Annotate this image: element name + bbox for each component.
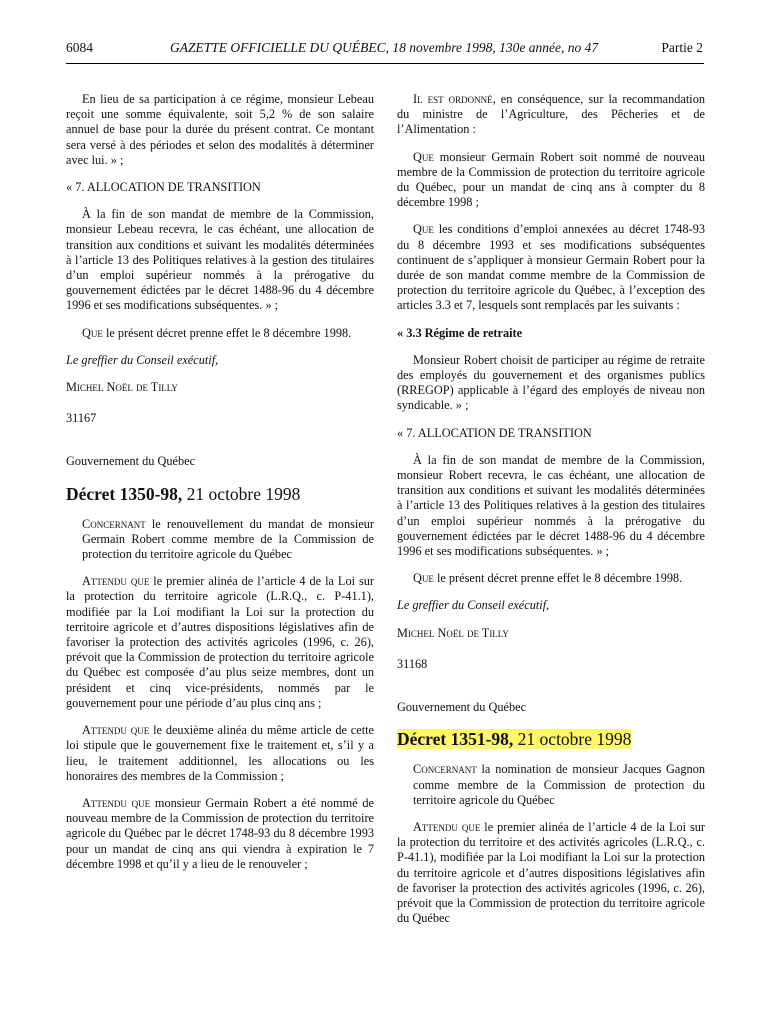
paragraph-allocation: À la fin de son mandat de membre de la Commission, monsieur Robert recevra, le cas échéant, une allocation de transition aux conditions et suivant les modalités déterminées à l’article 13 des Politiques relatives à la gestion des titulaires d’un emploi supérieur nommés à la prérogative du gouvernement édictées par le décret 1488-96 du 4 décembre 1996 et ses modifications subséquentes. » ; (397, 452, 705, 559)
attendu-2 (66, 723, 374, 784)
paragraph-effect (397, 571, 705, 586)
header-rule (66, 63, 704, 64)
government-label: Gouvernement du Québec (397, 700, 527, 715)
concerning-text (66, 517, 374, 563)
que-smallcaps: Que (413, 222, 434, 237)
section-heading-retraite: « 3.3 Régime de retraite (397, 325, 523, 340)
attendu-smallcaps: Attendu que (82, 723, 150, 738)
decree-number: Décret 1351-98, (397, 729, 514, 750)
attendu-2-body: le deuxième alinéa du même article de cette loi stipule que le gouvernement fixe le traitement et, s’il y a lieu, le traitement additionnel, les allocations ou les honoraires des membres de la Commission ; (66, 723, 374, 783)
que-smallcaps: Que (413, 571, 434, 586)
left-column (66, 92, 374, 884)
decree-highlight (397, 729, 631, 749)
concerning-body: le renouvellement du mandat de monsieur Germain Robert comme membre de la Commission de protection du territoire agricole du Québec (82, 516, 374, 562)
attendu-1 (397, 820, 705, 926)
decree-title (66, 484, 374, 505)
paragraph-participation: En lieu de sa participation à ce régime, monsieur Lebeau reçoit une somme équivalente, soit 5,2 % de son salaire annuel de base pour la durée du présent contrat. Ce montant sera versé à des périodes et selon des modalités à déterminer avec lui. » ; (66, 92, 374, 167)
right-column (397, 92, 705, 938)
decree-number: Décret 1350-98, (66, 483, 183, 504)
que-smallcaps: Que (82, 325, 103, 340)
reference-number: 31168 (397, 656, 428, 671)
effect-text: le présent décret prenne effet le 8 décembre 1998. (102, 325, 352, 340)
reference-number: 31167 (66, 411, 97, 426)
paragraph-allocation: À la fin de son mandat de membre de la Commission, monsieur Lebeau recevra, le cas échéant, une allocation de transition aux conditions et suivant les modalités déterminées à l’article 13 des Politiques relatives à la gestion des titulaires d’un emploi supérieur nommés à la prérogative du gouvernement édictées par le décret 1488-96 du 4 décembre 1996 et ses modifications subséquentes. » ; (66, 207, 374, 313)
ordonne-smallcaps: Il est ordonné (413, 92, 493, 106)
paragraph-rregop: Monsieur Robert choisit de participer au régime de retraite des employés du gouvernement et des organismes publics (RREGOP) applicable à l’égard des employés de niveau non syndicable. » ; (397, 352, 705, 413)
attendu-3 (66, 796, 374, 872)
attendu-3-body: monsieur Germain Robert a été nommé de nouveau membre de la Commission de protection du territoire agricole du Québec par le décret 1748-93 du 8 décembre 1993 pour un mandat de cinq ans qui viendra à expiration le 7 décembre 1998 et qu’il y a lieu de le renouveler ; (66, 795, 374, 871)
part-label: Partie 2 (661, 40, 703, 55)
concerning-body: la nomination de monsieur Jacques Gagnon comme membre de la Commission de protection du territoire agricole du Québec (413, 762, 705, 807)
ordonne-body: , en conséquence, sur la recommandation du ministre de l’Agriculture, des Pêcheries et de l’Alimentation : (397, 92, 705, 137)
section-heading-transition: « 7. ALLOCATION DE TRANSITION (66, 180, 261, 195)
attendu-1-body: le premier alinéa de l’article 4 de la Loi sur la protection du territoire agricole (L.R.Q., c. P-41.1), modifiée par la Loi modifiant la Loi sur la protection du territoire agricole et d’autres dispositions législatives afin de favoriser la protection des activités agricoles (1996, c. 26), prévoit que la Commission de protection du territoire agricole du Québec est composée d’au plus seize membres, dont un président et cinq vice-présidents, nommés par le gouvernement pour une période d’au plus cinq ans ; (66, 574, 374, 710)
effect-text: le présent décret prenne effet le 8 décembre 1998. (433, 571, 683, 586)
gazette-title: GAZETTE OFFICIELLE DU QUÉBEC, 18 novembre 1998, 130e année, no 47 (170, 40, 599, 55)
concerning-text (397, 762, 705, 808)
decree-date: 21 octobre 1998 (182, 483, 301, 504)
decree-title (397, 729, 705, 750)
greffier-title: Le greffier du Conseil exécutif, (66, 352, 219, 367)
greffier-title: Le greffier du Conseil exécutif, (397, 598, 550, 613)
que-smallcaps: Que (413, 149, 434, 164)
attendu-1-body: le premier alinéa de l’article 4 de la Loi sur la protection du territoire et des activités agricoles (L.R.Q., c. P-41.1), modifiée par la Loi modifiant la Loi sur la protection du territoire agricole et d’autres dispositions législatives afin de favoriser la protection des activités agricoles (1996, c. 26), prévoit que la Commission de protection du territoire agricole du Québec (397, 819, 705, 926)
paragraph-ordonne (397, 92, 705, 138)
paragraph-effect (66, 326, 374, 341)
concernant-smallcaps: Concernant (82, 516, 146, 531)
signature: Michel Noël de Tilly (66, 380, 178, 395)
page-header (66, 40, 703, 62)
paragraph-conditions (397, 222, 705, 313)
page-number: 6084 (66, 40, 93, 55)
government-label: Gouvernement du Québec (66, 454, 196, 469)
nomination-body: monsieur Germain Robert soit nommé de nouveau membre de la Commission de protection du territoire agricole du Québec, pour un mandat de cinq ans à compter du 8 décembre 1998 ; (397, 149, 705, 210)
attendu-smallcaps: Attendu que (413, 819, 481, 834)
section-heading-transition: « 7. ALLOCATION DE TRANSITION (397, 425, 592, 440)
attendu-smallcaps: Attendu que (82, 574, 150, 589)
conditions-body: les conditions d’emploi annexées au décret 1748-93 du 8 décembre 1993 et ses modifications subséquentes continuent de s’appliquer à monsieur Germain Robert pour la durée de son mandat comme membre de la Commission de protection du territoire agricole du Québec, à l’exception des articles 3.3 et 7, lesquels sont remplacés par les suivants : (397, 222, 705, 313)
attendu-smallcaps: Attendu que (82, 795, 151, 810)
concernant-smallcaps: Concernant (413, 762, 477, 777)
decree-date: 21 octobre 1998 (513, 729, 632, 750)
attendu-1 (66, 574, 374, 711)
paragraph-nomination (397, 150, 705, 211)
signature: Michel Noël de Tilly (397, 625, 509, 640)
